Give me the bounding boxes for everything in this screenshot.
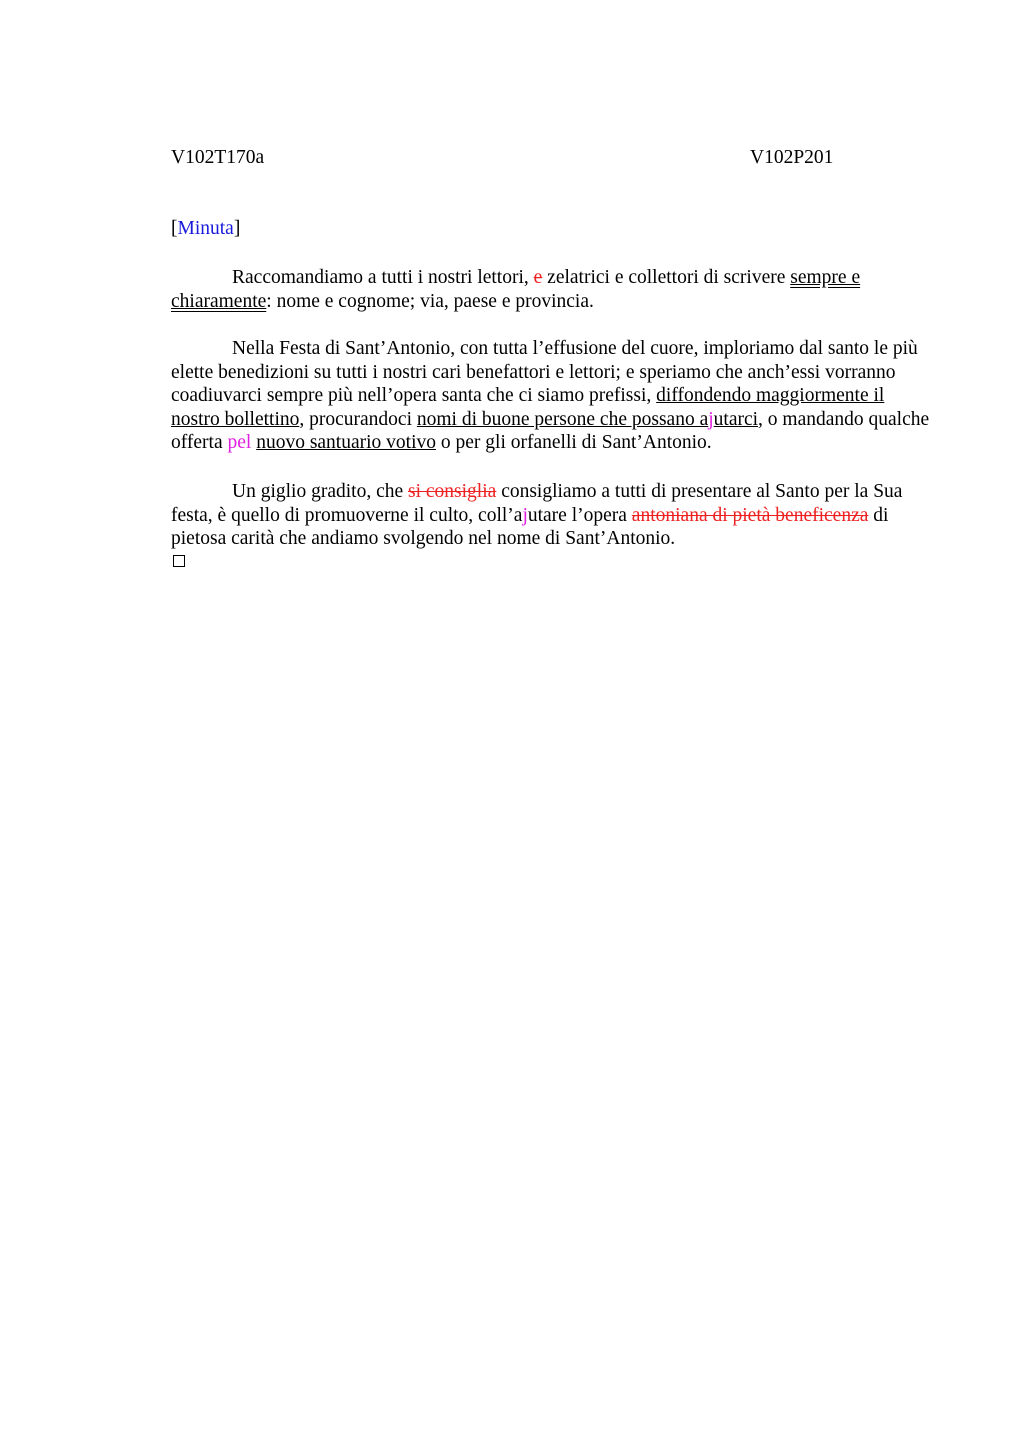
p3-text-2: consigliamo a tutti di presentare al Santo per la Sua festa, è quello di promuoverne il culto, coll’a	[171, 481, 903, 526]
p3-text-4: di pietosa carità che andiamo svolgendo nel nome di Sant’Antonio.	[171, 504, 889, 550]
paragraph-festa	[171, 337, 933, 455]
p2-text-1: Nella Festa di Sant’Antonio, con tutta l’effusione del cuore, imploriamo dal santo le più elette benedizioni su tutti i nostri cari benefattori e lettori; e speriamo che anch’essi vorranno coadiuvarci sempre più nell’opera santa che ci siamo prefissi,	[171, 338, 918, 407]
p3-deleted-si-consiglia: si consiglia	[408, 481, 497, 502]
p1-deleted-e: e	[533, 267, 543, 288]
minuta-open-bracket: [	[171, 218, 178, 239]
p2-underlined-nomi-a: nomi di buone persone che possano a	[416, 408, 709, 430]
document-code-right: V102P201	[750, 147, 834, 168]
p2-text-2: , procurandoci	[299, 408, 417, 430]
p1-text-3: : nome e cognome; via, paese e provincia.	[266, 290, 594, 312]
p1-underlined-sempre: sempre e chiaramente	[171, 267, 861, 312]
minuta-text: Minuta	[177, 218, 234, 239]
minuta-label	[171, 217, 240, 241]
p1-text-2: zelatrici e collettori di scrivere	[542, 267, 791, 288]
p2-inserted-j: j	[708, 408, 714, 430]
p2-inserted-pel: pel	[227, 432, 252, 454]
p2-text-5: o per gli orfanelli di Sant’Antonio.	[436, 432, 712, 454]
p2-underlined-nomi-b: utarci	[713, 408, 759, 430]
paragraph-addresses	[171, 266, 933, 313]
p1-text-1: Raccomandiamo a tutti i nostri lettori,	[232, 267, 534, 288]
document-code-left: V102T170a	[171, 147, 265, 168]
p3-text-3: utare l’opera	[527, 504, 632, 526]
p3-deleted-antoniana: antoniana di pietà beneficenza	[631, 504, 869, 526]
p2-text-3: , o mandando qualche offerta	[171, 408, 930, 454]
p2-underlined-nomi	[417, 409, 758, 430]
p2-underlined-santuario: nuovo santuario votivo	[256, 432, 437, 454]
p3-text-1: Un giglio gradito, che	[232, 481, 409, 502]
p3-inserted-j: j	[522, 504, 528, 526]
paragraph-giglio	[171, 480, 933, 551]
minuta-close-bracket: ]	[233, 218, 241, 239]
p2-underlined-diffondendo: diffondendo maggiormente il nostro bollettino	[171, 385, 885, 430]
end-square-icon	[173, 555, 185, 567]
